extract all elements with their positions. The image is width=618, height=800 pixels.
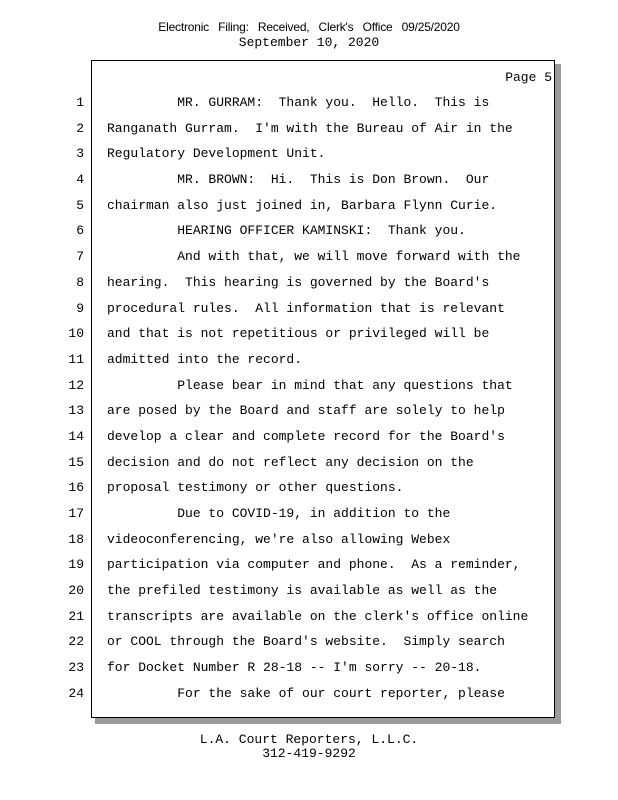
line-text: admitted into the record. bbox=[107, 351, 303, 367]
transcript-line bbox=[0, 193, 618, 219]
line-number: 24 bbox=[68, 685, 84, 701]
line-text: For the sake of our court reporter, please bbox=[107, 685, 505, 701]
filing-stamp: Electronic Filing: Received, Clerk's Office 09/25/2020 bbox=[158, 20, 460, 34]
line-text: Regulatory Development Unit. bbox=[107, 146, 326, 162]
line-number: 8 bbox=[76, 274, 84, 290]
transcript-line bbox=[0, 450, 618, 476]
line-text: chairman also just joined in, Barbara Flynn Curie. bbox=[107, 197, 498, 213]
transcript-line bbox=[0, 552, 618, 578]
transcript-line bbox=[0, 655, 618, 681]
line-number: 18 bbox=[68, 531, 84, 547]
line-number: 22 bbox=[68, 634, 84, 650]
line-number: 7 bbox=[76, 249, 84, 265]
line-number: 9 bbox=[76, 300, 84, 316]
line-number: 6 bbox=[76, 223, 84, 239]
line-number: 3 bbox=[76, 146, 84, 162]
line-number: 10 bbox=[68, 326, 84, 342]
transcript-line bbox=[0, 270, 618, 296]
line-number: 5 bbox=[76, 197, 84, 213]
transcript-line bbox=[0, 373, 618, 399]
line-text: develop a clear and complete record for the Board's bbox=[107, 428, 505, 444]
transcript-line bbox=[0, 604, 618, 630]
line-text: Ranganath Gurram. I'm with the Bureau of Air in the bbox=[107, 120, 513, 136]
line-number: 2 bbox=[76, 120, 84, 136]
line-number: 1 bbox=[76, 95, 84, 110]
court-reporter-phone: 312-419-9292 bbox=[262, 746, 356, 761]
transcript-line bbox=[0, 218, 618, 244]
line-text: transcripts are available on the clerk's office online bbox=[107, 608, 529, 624]
line-number: 11 bbox=[68, 351, 84, 367]
line-text: MR. GURRAM: Thank you. Hello. This is bbox=[107, 95, 490, 110]
line-number: 19 bbox=[68, 557, 84, 573]
transcript-line bbox=[0, 90, 618, 116]
transcript-line bbox=[0, 629, 618, 655]
transcript-line bbox=[0, 527, 618, 553]
line-text: Please bear in mind that any questions that bbox=[107, 377, 513, 393]
transcript-line bbox=[0, 116, 618, 142]
line-text: decision and do not reflect any decision on the bbox=[107, 454, 474, 470]
line-text: procedural rules. All information that is relevant bbox=[107, 300, 505, 316]
line-text: for Docket Number R 28-18 -- I'm sorry -- 20-18. bbox=[107, 660, 482, 676]
transcript-line bbox=[0, 501, 618, 527]
transcript-line bbox=[0, 244, 618, 270]
line-text: and that is not repetitious or privileged will be bbox=[107, 326, 490, 342]
transcript-line bbox=[0, 296, 618, 322]
line-text: hearing. This hearing is governed by the Board's bbox=[107, 274, 490, 290]
transcript-line bbox=[0, 681, 618, 707]
line-text: Due to COVID-19, in addition to the bbox=[107, 506, 451, 521]
line-number: 16 bbox=[68, 480, 84, 496]
line-text: HEARING OFFICER KAMINSKI: Thank you. bbox=[107, 223, 466, 239]
transcript-line bbox=[0, 578, 618, 604]
line-text: the prefiled testimony is available as well as the bbox=[107, 583, 498, 599]
transcript-lines bbox=[0, 90, 618, 707]
transcript-line bbox=[0, 141, 618, 167]
transcript-line bbox=[0, 398, 618, 424]
court-reporter-company: L.A. Court Reporters, L.L.C. bbox=[199, 732, 419, 747]
transcript-date: September 10, 2020 bbox=[238, 35, 380, 50]
line-number: 20 bbox=[68, 583, 84, 599]
line-number: 17 bbox=[68, 506, 84, 521]
transcript-line bbox=[0, 475, 618, 501]
line-number: 4 bbox=[76, 172, 84, 188]
line-number: 23 bbox=[68, 660, 84, 676]
page-footer bbox=[0, 733, 618, 761]
page-number: Page 5 bbox=[505, 70, 552, 85]
line-number: 15 bbox=[68, 454, 84, 470]
line-text: And with that, we will move forward with the bbox=[107, 249, 521, 265]
line-text: proposal testimony or other questions. bbox=[107, 480, 404, 496]
line-number: 21 bbox=[68, 608, 84, 624]
line-text: MR. BROWN: Hi. This is Don Brown. Our bbox=[107, 172, 490, 188]
transcript-line bbox=[0, 424, 618, 450]
transcript-line bbox=[0, 347, 618, 373]
transcript-line bbox=[0, 321, 618, 347]
line-text: videoconferencing, we're also allowing Webex bbox=[107, 531, 451, 547]
line-number: 12 bbox=[68, 377, 84, 393]
line-number: 13 bbox=[68, 403, 84, 419]
line-text: participation via computer and phone. As a reminder, bbox=[107, 557, 521, 573]
line-number: 14 bbox=[68, 428, 84, 444]
line-text: are posed by the Board and staff are solely to help bbox=[107, 403, 505, 419]
line-text: or COOL through the Board's website. Simply search bbox=[107, 634, 505, 650]
transcript-line bbox=[0, 167, 618, 193]
